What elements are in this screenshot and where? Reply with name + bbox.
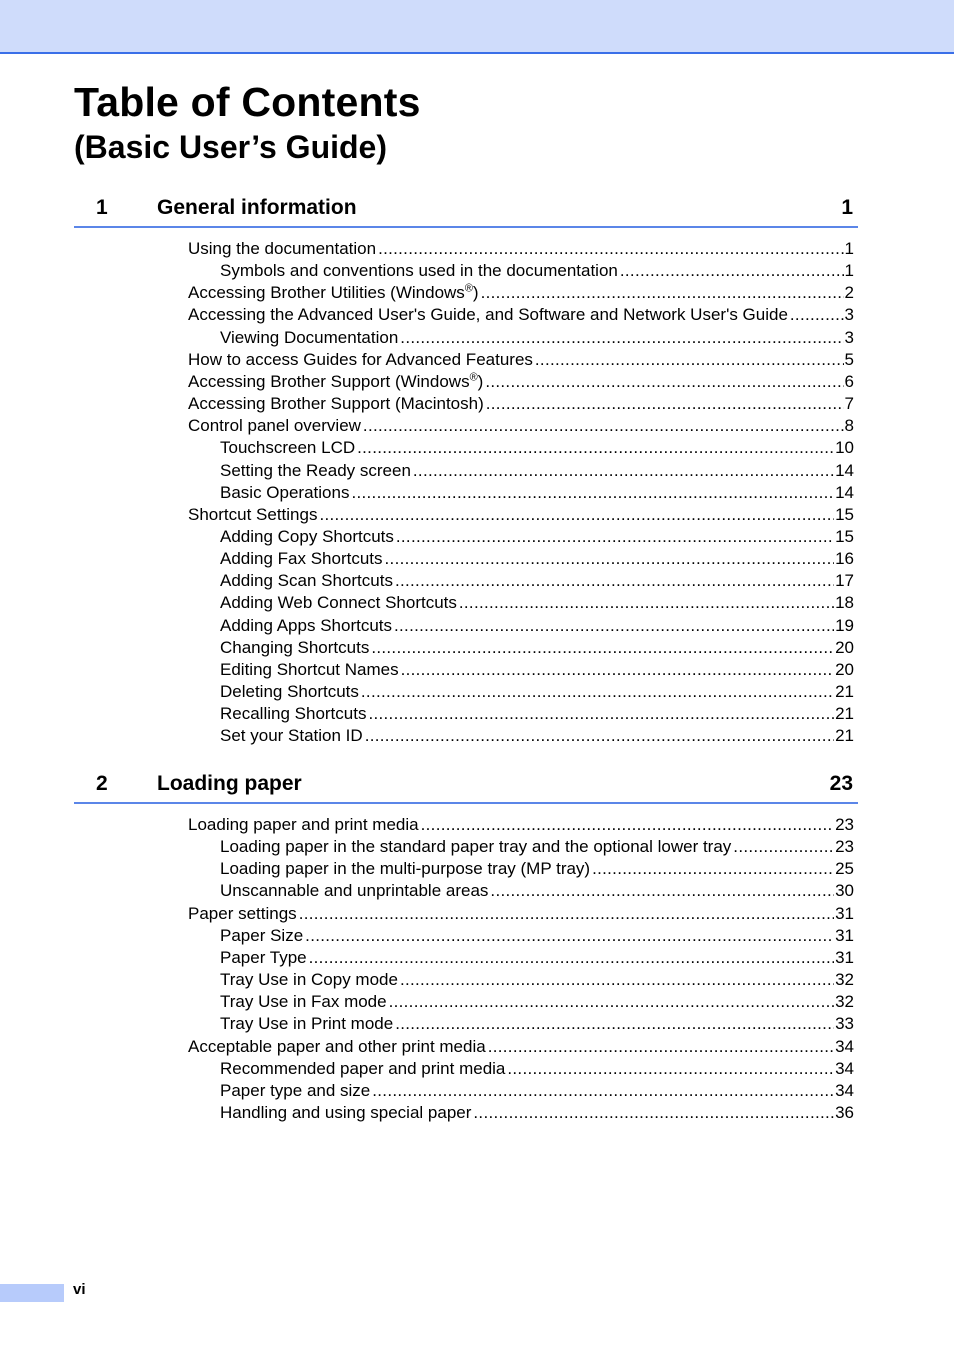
dot-leader [459, 592, 834, 614]
toc-entry-page: 18 [835, 593, 854, 612]
page-subtitle: (Basic User’s Guide) [74, 129, 387, 165]
dot-leader [395, 570, 834, 592]
toc-entry-page: 31 [835, 948, 854, 967]
toc-entry-page: 21 [835, 682, 854, 701]
dot-leader [309, 947, 834, 969]
dot-leader [368, 703, 834, 725]
dot-leader [733, 836, 834, 858]
toc-entry-title: Control panel overview [188, 416, 361, 435]
toc-entry-title: Adding Fax Shortcuts [220, 549, 383, 568]
toc-entry-title: Viewing Documentation [220, 328, 399, 347]
toc-entry-page: 3 [844, 328, 854, 347]
dot-leader [378, 238, 843, 260]
toc-entry-title: Paper settings [188, 904, 297, 923]
toc-entry-page: 23 [835, 815, 854, 834]
dot-leader [394, 615, 834, 637]
toc-entry-title: Setting the Ready screen [220, 461, 411, 480]
toc-entry-title: Using the documentation [188, 239, 377, 258]
toc-entry-page: 31 [835, 926, 854, 945]
toc-entry[interactable] [220, 1058, 854, 1080]
toc-entry-page: 1 [844, 261, 854, 280]
dot-leader [305, 925, 834, 947]
footer-page-number: vi [73, 1281, 86, 1298]
dot-leader [371, 637, 834, 659]
toc-entry-page: 25 [835, 859, 854, 878]
dot-leader [481, 282, 844, 304]
toc-entry-page: 32 [835, 992, 854, 1011]
toc-entry[interactable] [220, 637, 854, 659]
chapter-page: 1 [841, 196, 853, 219]
toc-entry[interactable] [188, 349, 854, 371]
toc-entry-title: Loading paper and print media [188, 815, 419, 834]
toc-entry-title: Accessing Brother Utilities (Windows®) [188, 282, 479, 302]
dot-leader [485, 371, 843, 393]
toc-entry[interactable] [220, 836, 854, 858]
toc-entry[interactable] [188, 371, 854, 393]
toc-entry-page: 20 [835, 660, 854, 679]
toc-entry[interactable] [220, 592, 854, 614]
toc-entry[interactable] [220, 991, 854, 1013]
toc-entry-title: Editing Shortcut Names [220, 660, 399, 679]
toc-entry[interactable] [220, 681, 854, 703]
footer-tab [0, 1284, 64, 1302]
page-title: Table of Contents [74, 79, 421, 125]
toc-entry-page: 30 [835, 881, 854, 900]
dot-leader [413, 460, 834, 482]
chapter-page: 23 [829, 772, 853, 795]
toc-entry[interactable] [220, 460, 854, 482]
toc-entry-title: Adding Web Connect Shortcuts [220, 593, 457, 612]
toc-entry-page: 23 [835, 837, 854, 856]
toc-entry-page: 1 [844, 239, 854, 258]
toc-entry-title: Tray Use in Fax mode [220, 992, 387, 1011]
toc-entry-title: Tray Use in Print mode [220, 1014, 394, 1033]
dot-leader [507, 1058, 834, 1080]
toc-entry-title: How to access Guides for Advanced Features [188, 350, 533, 369]
toc-entry-page: 10 [835, 438, 854, 457]
toc-entry[interactable] [220, 482, 854, 504]
toc-entry-title: Accessing Brother Support (Windows®) [188, 371, 484, 391]
toc-entry-page: 5 [844, 350, 854, 369]
toc-entry[interactable] [188, 238, 854, 260]
dot-leader [395, 1013, 834, 1035]
dot-leader [396, 526, 834, 548]
toc-entry-page: 15 [835, 505, 854, 524]
toc-entry-page: 32 [835, 970, 854, 989]
toc-entry-page: 15 [835, 527, 854, 546]
toc-entry-title: Changing Shortcuts [220, 638, 370, 657]
toc-entry-title: Loading paper in the multi-purpose tray (MP tray) [220, 859, 591, 878]
toc-entry[interactable] [220, 548, 854, 570]
toc-entry-title: Adding Copy Shortcuts [220, 527, 394, 546]
toc-entry-page: 2 [844, 283, 854, 302]
dot-leader [535, 349, 844, 371]
toc-entry-title: Paper Type [220, 948, 307, 967]
toc-entry[interactable] [220, 1080, 854, 1102]
dot-leader [385, 548, 835, 570]
toc-entry-title: Set your Station ID [220, 726, 363, 745]
dot-leader [365, 725, 834, 747]
toc-entry[interactable] [220, 659, 854, 681]
toc-entry[interactable] [188, 903, 854, 925]
chapter-number: 1 [96, 196, 108, 219]
toc-entry-page: 21 [835, 704, 854, 723]
dot-leader [363, 415, 844, 437]
toc-entry[interactable] [220, 615, 854, 637]
toc-entry-page: 33 [835, 1014, 854, 1033]
toc-entry[interactable] [220, 880, 854, 902]
dot-leader [790, 304, 844, 326]
toc-entry[interactable] [220, 260, 854, 282]
toc-entry-page: 34 [835, 1081, 854, 1100]
toc-entry-title: Unscannable and unprintable areas [220, 881, 489, 900]
toc-entry-page: 17 [835, 571, 854, 590]
dot-leader [319, 504, 834, 526]
toc-entry[interactable] [220, 526, 854, 548]
dot-leader [488, 1036, 834, 1058]
toc-entry-page: 6 [844, 372, 854, 391]
toc-entry[interactable] [220, 1013, 854, 1035]
dot-leader [592, 858, 834, 880]
toc-entry-page: 14 [835, 483, 854, 502]
toc-entry-title: Handling and using special paper [220, 1103, 472, 1122]
toc-entry-title: Accessing Brother Support (Macintosh) [188, 394, 484, 413]
toc-entry[interactable] [188, 504, 854, 526]
dot-leader [389, 991, 834, 1013]
toc-entry-page: 31 [835, 904, 854, 923]
dot-leader [299, 903, 834, 925]
toc-entry-title: Acceptable paper and other print media [188, 1037, 486, 1056]
dot-leader [357, 437, 834, 459]
toc-entry[interactable] [220, 725, 854, 747]
toc-entry[interactable] [188, 393, 854, 415]
dot-leader [473, 1102, 834, 1124]
toc-entry-title: Adding Scan Shortcuts [220, 571, 393, 590]
toc-entry-title: Recalling Shortcuts [220, 704, 367, 723]
toc-entry-title: Shortcut Settings [188, 505, 318, 524]
dot-leader [400, 327, 843, 349]
toc-entry-page: 8 [844, 416, 854, 435]
toc-entry-title: Accessing the Advanced User's Guide, and Software and Network User's Guide [188, 305, 788, 324]
toc-entry-page: 34 [835, 1059, 854, 1078]
toc-entry-title: Loading paper in the standard paper tray and the optional lower tray [220, 837, 732, 856]
chapter-number: 2 [96, 772, 108, 795]
toc-entry-page: 36 [835, 1103, 854, 1122]
toc-entry[interactable] [188, 282, 854, 304]
dot-leader [421, 814, 834, 836]
toc-entry[interactable] [220, 858, 854, 880]
toc-entry-title: Deleting Shortcuts [220, 682, 359, 701]
toc-entry-page: 14 [835, 461, 854, 480]
toc-entry[interactable] [220, 437, 854, 459]
toc-entry-title: Basic Operations [220, 483, 350, 502]
toc-entry-title: Paper type and size [220, 1081, 371, 1100]
chapter-title: General information [157, 196, 357, 219]
toc-entry-title: Symbols and conventions used in the documentation [220, 261, 618, 280]
toc-entry-title: Recommended paper and print media [220, 1059, 506, 1078]
chapter-title: Loading paper [157, 772, 302, 795]
toc-entry-page: 3 [844, 305, 854, 324]
toc-entry-title: Paper Size [220, 926, 304, 945]
toc-entry-page: 16 [835, 549, 854, 568]
toc-entry-page: 21 [835, 726, 854, 745]
dot-leader [351, 482, 834, 504]
toc-entry-title: Adding Apps Shortcuts [220, 616, 393, 635]
toc-entry[interactable] [220, 570, 854, 592]
toc-entry[interactable] [220, 703, 854, 725]
toc-entry[interactable] [188, 814, 854, 836]
toc-entry[interactable] [220, 969, 854, 991]
toc-entry-page: 19 [835, 616, 854, 635]
toc-entry[interactable] [188, 304, 854, 326]
toc-entry-page: 20 [835, 638, 854, 657]
toc-entry[interactable] [220, 925, 854, 947]
toc-entry[interactable] [188, 1036, 854, 1058]
dot-leader [486, 393, 844, 415]
dot-leader [401, 659, 834, 681]
toc-entry-page: 34 [835, 1037, 854, 1056]
toc-entry[interactable] [220, 327, 854, 349]
toc-entry-title: Touchscreen LCD [220, 438, 356, 457]
toc-entry-title: Tray Use in Copy mode [220, 970, 398, 989]
dot-leader [620, 260, 844, 282]
dot-leader [361, 681, 834, 703]
dot-leader [400, 969, 834, 991]
toc-entry[interactable] [220, 1102, 854, 1124]
toc-entry[interactable] [220, 947, 854, 969]
toc-entry-page: 7 [844, 394, 854, 413]
dot-leader [372, 1080, 834, 1102]
dot-leader [490, 880, 834, 902]
toc-entry[interactable] [188, 415, 854, 437]
